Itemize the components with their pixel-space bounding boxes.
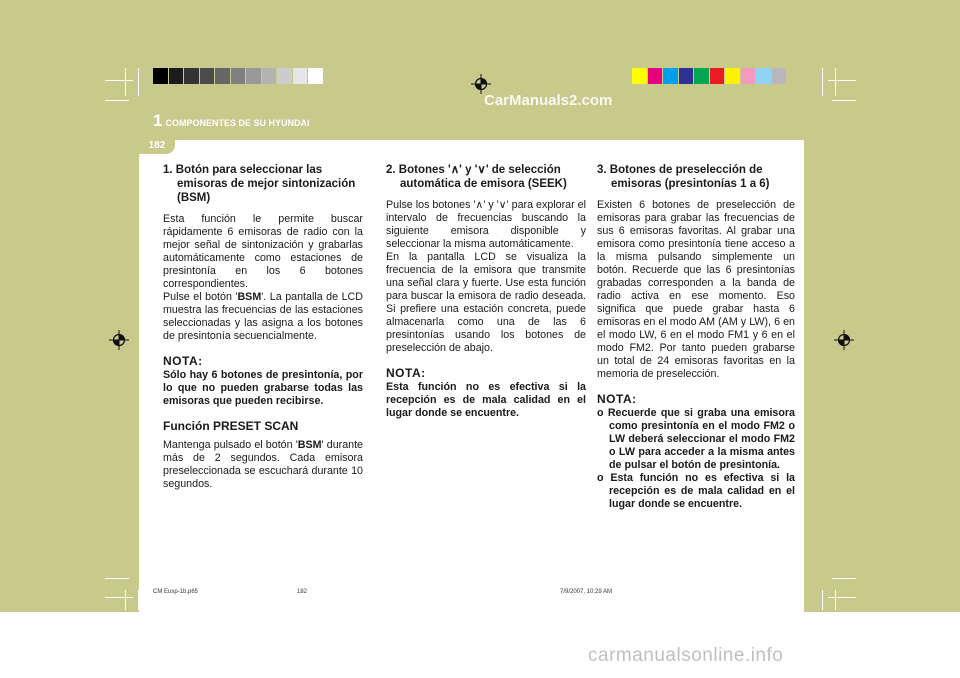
note-bullet: o Esta función no es efectiva si la recepción es de mala calidad en el lugar donde se encuentre. <box>597 472 795 510</box>
gray-swatch <box>153 68 169 84</box>
gray-swatch <box>308 68 324 84</box>
gray-swatch <box>277 68 293 84</box>
crop-mark <box>822 68 823 96</box>
color-swatch <box>694 68 710 84</box>
crop-mark <box>835 68 836 96</box>
paragraph: En la pantalla LCD se visualiza la frecuencia de la emisora que transmite una señal clara y fuerte. Use esta función para buscar la emisora de radio deseada. Si prefiere una estación concreta, puede almacenarla como una de las 6 presintonías usando los botones de preselección de abajo. <box>386 251 586 354</box>
crop-mark <box>105 100 129 101</box>
color-swatch <box>772 68 788 84</box>
note-text: Sólo hay 6 botones de presintonía, por lo que no pueden grabarse todas las emisoras que pueden recibirse. <box>163 369 363 407</box>
chapter-number: 1 <box>153 111 163 130</box>
crop-mark <box>835 590 836 610</box>
note-bullet: o Recuerde que si graba una emisora como presintonía en el modo FM2 o LW deberá seleccionar el modo FM2 o LW para acceder a la misma antes de pulsar el botón de presintonía. <box>597 407 795 471</box>
paragraph: Pulse los botones '∧' y '∨' para explorar el intervalo de frecuencias buscando la siguiente emisora disponible y seleccionar la misma automáticamente. <box>386 199 586 250</box>
registration-target-icon <box>109 330 129 350</box>
gray-swatch <box>246 68 262 84</box>
grayscale-bar <box>153 68 324 84</box>
chapter-header <box>153 111 309 131</box>
color-swatch <box>663 68 679 84</box>
note-title: NOTA: <box>386 366 426 380</box>
footer-page: 182 <box>297 589 308 595</box>
column-presets <box>597 163 795 511</box>
crop-mark <box>828 597 856 598</box>
gray-swatch <box>215 68 231 84</box>
crop-mark <box>138 68 139 96</box>
column-seek <box>386 163 586 420</box>
paragraph: Esta función le permite buscar rápidamente 6 emisoras de radio con la mejor señal de sintonización y grabarlas automáticamente como estaciones de presintonía en los 6 botones correspondientes. <box>163 213 363 290</box>
note-text: Esta función no es efectiva si la recepción es de mala calidad en el lugar donde se encuentre. <box>386 381 586 419</box>
registration-target-icon <box>834 330 854 350</box>
section-heading: 3. Botones de preselección de emisoras (presintonías 1 a 6) <box>597 164 770 190</box>
registration-target-icon <box>471 74 491 94</box>
chapter-title: COMPONENTES DE SU HYUNDAI <box>165 118 310 128</box>
color-swatch <box>710 68 726 84</box>
gray-swatch <box>169 68 185 84</box>
color-swatch <box>679 68 695 84</box>
paragraph: Pulse el botón 'BSM'. La pantalla de LCD muestra las frecuencias de las estaciones seleccionadas y las asigna a los botones de presintonía secuencialmente. <box>163 291 363 342</box>
subheading: Función PRESET SCAN <box>163 419 299 433</box>
crop-mark <box>832 578 856 579</box>
crop-mark <box>105 80 133 81</box>
gray-swatch <box>184 68 200 84</box>
paragraph: Mantenga pulsado el botón 'BSM' durante más de 2 segundos. Cada emisora preseleccionada se escuchará durante 10 segundos. <box>163 439 363 490</box>
watermark: CarManuals2.com <box>484 92 613 109</box>
crop-mark <box>105 578 129 579</box>
color-bar <box>632 68 787 84</box>
page-number-badge: 182 <box>139 137 175 154</box>
gray-swatch <box>231 68 247 84</box>
gray-swatch <box>293 68 309 84</box>
color-swatch <box>632 68 648 84</box>
color-swatch <box>725 68 741 84</box>
section-heading: 2. Botones '∧' y '∨' de selección automática de emisora (SEEK) <box>386 164 567 190</box>
paragraph: Existen 6 botones de preselección de emisoras para grabar las frecuencias de sus 6 emisoras favoritas. Al grabar una emisora como presintonía tiene acceso a la misma pulsando simplemente un botón. Recuerde que las 6 presintonías grabadas corresponden a la banda de radio activa en ese momento. Eso significa que puede grabar hasta 6 emisoras en el modo AM (AM y LW), 6 en el modo LW, 6 en el modo FM1 y 6 en el modo FM2. Por tanto pueden grabarse un total de 24 emisoras favoritas en la memoria de preselección. <box>597 199 795 380</box>
color-swatch <box>756 68 772 84</box>
color-swatch <box>741 68 757 84</box>
bottom-watermark: carmanualsonline.info <box>588 645 784 666</box>
crop-mark <box>125 590 126 610</box>
footer-file: CM Eusp-1b.p65 <box>153 589 199 595</box>
color-swatch <box>648 68 664 84</box>
note-title: NOTA: <box>163 354 203 368</box>
crop-mark <box>828 80 856 81</box>
crop-mark <box>125 68 126 96</box>
crop-mark <box>105 597 133 598</box>
footer-date: 7/9/2007, 10:29 AM <box>560 589 613 595</box>
gray-swatch <box>262 68 278 84</box>
crop-mark <box>822 590 823 610</box>
section-heading: 1. Botón para seleccionar las emisoras de mejor sintonización (BSM) <box>163 164 356 204</box>
crop-mark <box>832 100 856 101</box>
column-bsm <box>163 163 363 491</box>
note-title: NOTA: <box>597 392 637 406</box>
gray-swatch <box>200 68 216 84</box>
